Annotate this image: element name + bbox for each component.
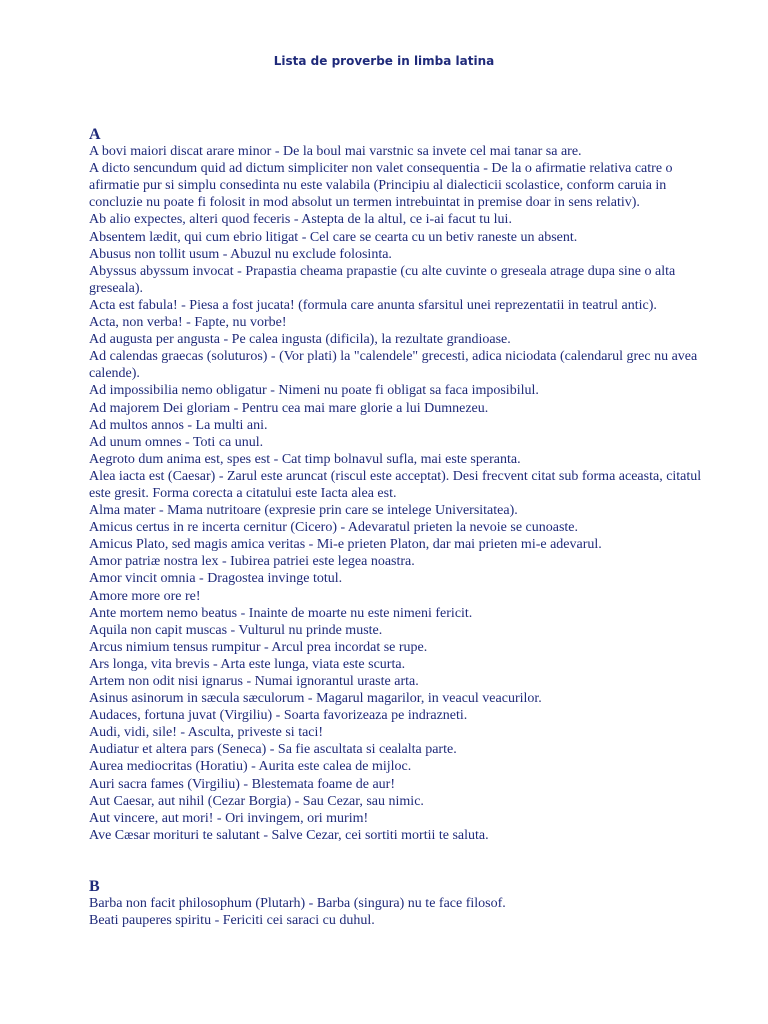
list-item: Ad multos annos - La multi ani. — [89, 417, 268, 433]
list-item: Aegroto dum anima est, spes est - Cat timp bolnavul sufla, mai este speranta. — [89, 451, 521, 467]
list-item: Acta, non verba! - Fapte, nu vorbe! — [89, 315, 287, 331]
list-item: Ad majorem Dei gloriam - Pentru cea mai mare glorie a lui Dumnezeu. — [89, 400, 489, 416]
list-item: Acta est fabula! - Piesa a fost jucata! (formula care anunta sfarsitul unei reprezentatii in teatrul antic). — [89, 297, 657, 313]
list-item: A bovi maiori discat arare minor - De la boul mai varstnic sa invete cel mai tanar sa are. — [89, 144, 582, 160]
list-item: Aurea mediocritas (Horatiu) - Aurita este calea de mijloc. — [89, 759, 412, 775]
list-item: Absentem lædit, qui cum ebrio litigat - Cel care se cearta cu un betiv raneste un absent. — [89, 229, 578, 245]
list-item: Beati pauperes spiritu - Fericiti cei saraci cu duhul. — [89, 913, 375, 929]
list-item: Artem non odit nisi ignarus - Numai ignorantul uraste arta. — [89, 674, 419, 689]
list-item: Ad calendas graecas (soluturos) - (Vor plati) la "calendele" grecesti, adica niciodata (calendarul grec nu avea calende). — [89, 349, 698, 382]
list-item: Ad augusta per angusta - Pe calea ingusta (dificila), la rezultate grandioase. — [89, 332, 511, 348]
list-item: Amicus Plato, sed magis amica veritas - Mi-e prieten Platon, dar mai prieten mi-e adevarul. — [89, 537, 602, 553]
list-item: Abyssus abyssum invocat - Prapastia cheama prapastie (cu alte cuvinte o greseala atrage dupa sine o alta greseala). — [89, 263, 676, 296]
list-item: Amor patriæ nostra lex - Iubirea patriei este legea noastra. — [89, 554, 415, 570]
list-item: Amicus certus in re incerta cernitur (Cicero) - Adevaratul prieten la nevoie se cunoaste. — [89, 520, 579, 536]
list-item: Ad unum omnes - Toti ca unul. — [89, 434, 264, 450]
list-item: Abusus non tollit usum - Abuzul nu exclude folosinta. — [89, 246, 392, 262]
list-item: Aquila non capit muscas - Vulturul nu prinde muste. — [89, 622, 383, 638]
section-a-entries — [89, 143, 709, 844]
page-title: Lista de proverbe in limba latina — [273, 54, 495, 68]
list-item: Ave Cæsar morituri te salutant - Salve Cezar, cei sortiti mortii te saluta. — [89, 827, 489, 843]
list-item: Asinus asinorum in sæcula sæculorum - Magarul magarilor, in veacul veacurilor. — [89, 691, 542, 707]
list-item: Audi, vidi, sile! - Asculta, priveste si taci! — [89, 725, 324, 741]
section-letter-a: A — [89, 126, 101, 143]
section-b-entries — [89, 895, 709, 929]
proverb-list — [89, 126, 709, 929]
section-spacer — [89, 844, 709, 878]
list-item: Aut vincere, aut mori! - Ori invingem, ori murim! — [89, 810, 369, 826]
list-item: Amore more ore re! — [89, 588, 201, 604]
list-item: Alea iacta est (Caesar) - Zarul este aruncat (riscul este acceptat). Desi frecvent citat sub forma aceasta, citatul este gresit. Forma corecta a citatului este Iacta alea est. — [89, 468, 702, 501]
list-item: Audiatur et altera pars (Seneca) - Sa fie ascultata si cealalta parte. — [89, 742, 457, 758]
list-item: A dicto sencundum quid ad dictum simpliciter non valet consequentia - De la o afirmatie relativa catre o afirmatie pur si simplu consedinta nu este valabila (Principiu al dialecticii scolastice, conform caruia in concluzie nu poate fi folosit in mod absolut un termen intrebuintat in premise doar in sens relativ). — [89, 161, 673, 211]
list-item: Ante mortem nemo beatus - Inainte de moarte nu este nimeni fericit. — [89, 605, 473, 621]
list-item: Barba non facit philosophum (Plutarh) - Barba (singura) nu te face filosof. — [89, 896, 506, 912]
list-item: Auri sacra fames (Virgiliu) - Blestemata foame de aur! — [89, 776, 395, 792]
list-item: Alma mater - Mama nutritoare (expresie prin care se intelege Universitatea). — [89, 503, 518, 519]
list-item: Ad impossibilia nemo obligatur - Nimeni nu poate fi obligat sa faca imposibilul. — [89, 383, 539, 399]
list-item: Audaces, fortuna juvat (Virgiliu) - Soarta favorizeaza pe indrazneti. — [89, 708, 468, 724]
section-letter-b: B — [89, 877, 100, 895]
list-item: Amor vincit omnia - Dragostea invinge totul. — [89, 571, 343, 587]
list-item: Ars longa, vita brevis - Arta este lunga, viata este scurta. — [89, 656, 406, 672]
list-item: Arcus nimium tensus rumpitur - Arcul prea incordat se rupe. — [89, 639, 428, 655]
list-item: Aut Caesar, aut nihil (Cezar Borgia) - Sau Cezar, sau nimic. — [89, 793, 424, 809]
list-item: Ab alio expectes, alteri quod feceris - Astepta de la altul, ce i-ai facut tu lui. — [89, 212, 512, 228]
